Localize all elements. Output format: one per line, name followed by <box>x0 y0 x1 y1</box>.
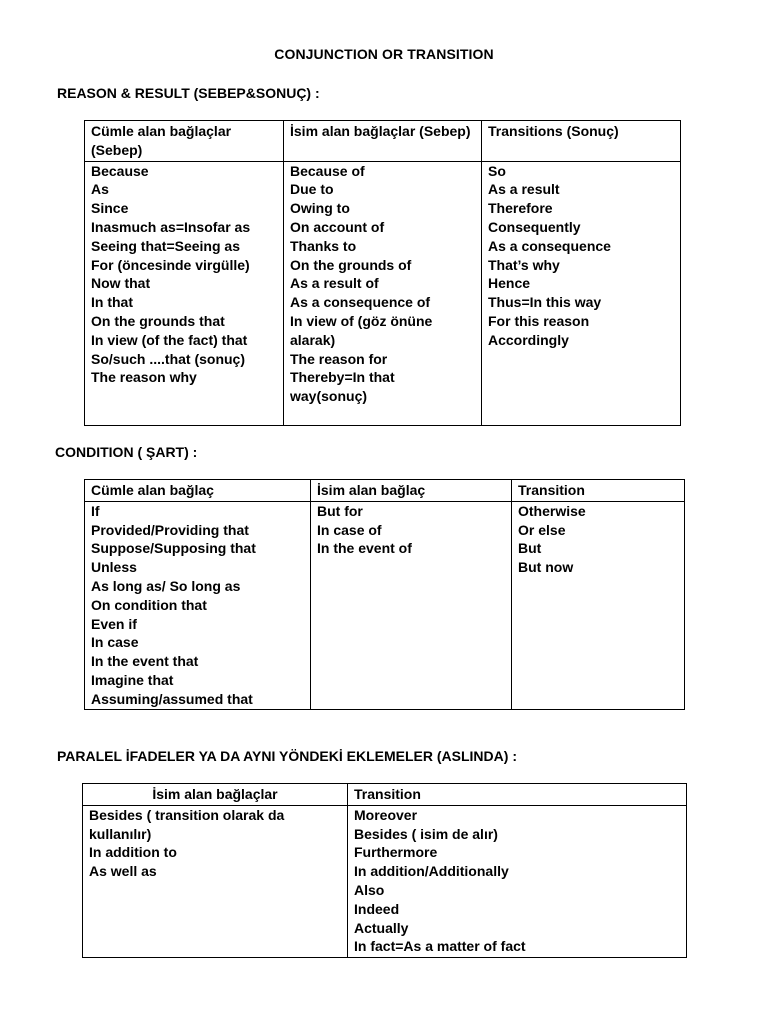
column-header: İsim alan bağlaçlar (Sebep) <box>284 121 482 162</box>
list-item: Assuming/assumed that <box>91 690 253 707</box>
list-item: Seeing that=Seeing as <box>91 237 240 254</box>
list-item: Imagine that <box>91 671 174 688</box>
list-item: Since <box>91 200 129 217</box>
list-item: Indeed <box>354 900 400 917</box>
table-row <box>85 501 685 709</box>
section-heading-condition: CONDITION ( ŞART) : <box>55 444 198 460</box>
list-item: The reason why <box>91 369 197 386</box>
page-title: CONJUNCTION OR TRANSITION <box>274 46 494 62</box>
parallel-transitions <box>348 805 687 957</box>
list-item: In addition/Additionally <box>354 863 509 880</box>
list-item: Moreover <box>354 806 418 823</box>
column-header: Cümle alan bağlaçlar (Sebep) <box>85 121 284 162</box>
list-item: Besides ( transition olarak da kullanılır) <box>89 806 285 842</box>
list-item: As well as <box>89 863 157 880</box>
table-row <box>83 805 687 957</box>
list-item: Furthermore <box>354 844 438 861</box>
list-item: Hence <box>488 275 531 292</box>
list-item: Owing to <box>290 200 350 217</box>
list-item: In fact=As a matter of fact <box>354 938 526 955</box>
list-item: As a result <box>488 181 560 198</box>
list-item: As long as/ So long as <box>91 577 241 594</box>
list-item: But <box>518 540 542 557</box>
condition-transitions <box>512 501 685 709</box>
list-item: That’s why <box>488 256 560 273</box>
list-item: In that <box>91 294 133 311</box>
section-heading-reason: REASON & RESULT (SEBEP&SONUÇ) : <box>57 85 320 101</box>
condition-noun-conjunctions <box>311 501 512 709</box>
table-header-row <box>83 784 687 806</box>
list-item: So <box>488 162 506 179</box>
list-item: But for <box>317 502 363 519</box>
reason-result-table <box>84 120 681 426</box>
list-item: Otherwise <box>518 502 586 519</box>
list-item: Because <box>91 162 149 179</box>
list-item: On condition that <box>91 596 207 613</box>
list-item: On account of <box>290 218 385 235</box>
section-heading-parallel: PARALEL İFADELER YA DA AYNI YÖNDEKİ EKLEMELER (ASLINDA) : <box>57 748 517 764</box>
list-item: Therefore <box>488 200 553 217</box>
list-item: Thereby=In that way(sonuç) <box>290 369 395 405</box>
list-item: The reason for <box>290 350 388 367</box>
list-item: Inasmuch as=Insofar as <box>91 218 251 235</box>
list-item: In addition to <box>89 844 177 861</box>
table-header-row <box>85 480 685 502</box>
list-item: Thanks to <box>290 237 357 254</box>
list-item: On the grounds of <box>290 256 412 273</box>
list-item: Suppose/Supposing that <box>91 540 256 557</box>
list-item: In case of <box>317 521 382 538</box>
list-item: Thus=In this way <box>488 294 602 311</box>
column-header: İsim alan bağlaç <box>311 480 512 502</box>
reason-transitions <box>482 161 681 425</box>
list-item: Due to <box>290 181 334 198</box>
list-item: Consequently <box>488 218 581 235</box>
list-item: In the event that <box>91 653 199 670</box>
list-item: Or else <box>518 521 566 538</box>
column-header: Transition <box>512 480 685 502</box>
column-header: İsim alan bağlaçlar <box>83 784 348 806</box>
column-header: Transition <box>348 784 687 806</box>
list-item: In the event of <box>317 540 412 557</box>
list-item: Besides ( isim de alır) <box>354 825 498 842</box>
list-item: Actually <box>354 919 409 936</box>
list-item: For this reason <box>488 312 590 329</box>
column-header: Cümle alan bağlaç <box>85 480 311 502</box>
parallel-table <box>82 783 687 958</box>
list-item: Now that <box>91 275 151 292</box>
list-item: Because of <box>290 162 365 179</box>
list-item: For (öncesinde virgülle) <box>91 256 250 273</box>
list-item: Even if <box>91 615 137 632</box>
table-row <box>85 161 681 425</box>
column-header: Transitions (Sonuç) <box>482 121 681 162</box>
list-item: As a consequence of <box>290 294 431 311</box>
list-item: If <box>91 502 100 519</box>
condition-sentence-conjunctions <box>85 501 311 709</box>
list-item: Provided/Providing that <box>91 521 249 538</box>
list-item: As a consequence <box>488 237 611 254</box>
list-item: So/such ....that (sonuç) <box>91 350 246 367</box>
reason-noun-conjunctions <box>284 161 482 425</box>
list-item: In view of (göz önüne alarak) <box>290 312 433 348</box>
list-item: In view (of the fact) that <box>91 331 248 348</box>
list-item: Also <box>354 881 385 898</box>
list-item: As a result of <box>290 275 379 292</box>
list-item: Unless <box>91 559 137 576</box>
list-item: On the grounds that <box>91 312 225 329</box>
reason-sentence-conjunctions <box>85 161 284 425</box>
list-item: As <box>91 181 109 198</box>
list-item: But now <box>518 559 574 576</box>
list-item: In case <box>91 634 139 651</box>
table-header-row <box>85 121 681 162</box>
list-item: Accordingly <box>488 331 569 348</box>
parallel-noun-conjunctions <box>83 805 348 957</box>
condition-table <box>84 479 685 710</box>
